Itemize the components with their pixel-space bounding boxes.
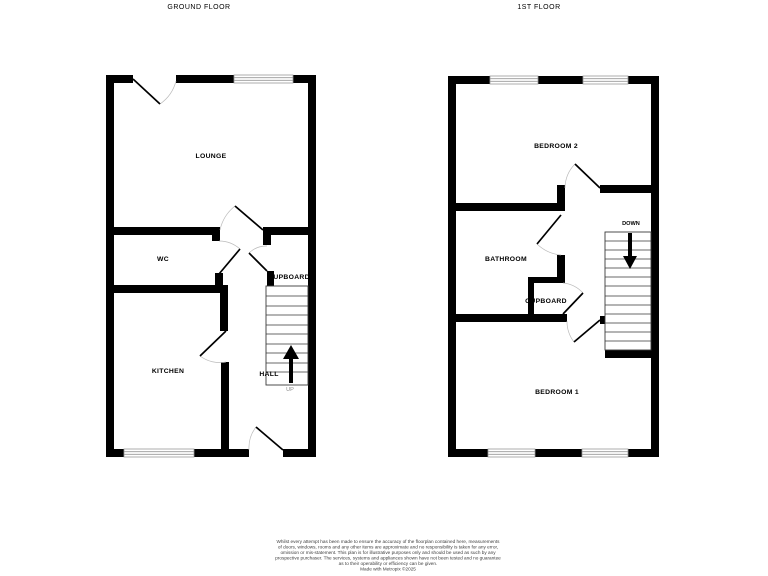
disclaimer-line: omission or mis-statement. This plan is for illustrative purposes only and should be used as such by any (280, 550, 496, 555)
first-floor-top-window-left (490, 76, 538, 84)
ground-cupboard-door (249, 246, 267, 271)
room-label-hall: HALL (259, 371, 279, 378)
disclaimer (275, 539, 501, 572)
bedroom2-door (565, 164, 600, 188)
room-label-first-cupboard: CUPBOARD (525, 298, 567, 305)
stairs-down-label: DOWN (622, 221, 640, 227)
room-label-wc: WC (157, 256, 169, 263)
bedroom1-door (567, 320, 600, 342)
ground-floor-plan (106, 4, 316, 457)
room-label-bedroom2: BEDROOM 2 (534, 143, 578, 150)
lounge-door (220, 206, 263, 230)
ground-floor-kitchen-window (124, 449, 194, 457)
first-floor-stairs (605, 232, 651, 350)
ground-floor-doors (133, 79, 283, 450)
room-label-ground-cupboard: CUPBOARD (268, 274, 310, 281)
ground-floor-top-window (234, 75, 293, 83)
room-label-kitchen: KITCHEN (151, 368, 185, 375)
disclaimer-line: as to their operability or efficiency can be given. (338, 561, 438, 566)
first-floor-plan (448, 4, 659, 457)
disclaimer-line: of doors, windows, rooms and any other items are approximate and no responsibility is taken for any error, (277, 544, 499, 550)
first-floor-bottom-window-right (582, 449, 628, 457)
bathroom-door (537, 215, 561, 255)
room-label-bathroom: BATHROOM (485, 256, 527, 263)
front-entrance-door-top (133, 79, 176, 104)
kitchen-door (200, 331, 226, 363)
ground-floor-walls (106, 75, 316, 457)
room-label-lounge: LOUNGE (195, 153, 227, 160)
rear-entrance-door-bottom (249, 427, 283, 450)
metropix-credit: Made with Metropix ©2025 (360, 566, 416, 572)
first-floor-title: 1ST FLOOR (517, 4, 561, 11)
first-floor-top-window-right (583, 76, 628, 84)
wc-door (219, 241, 240, 274)
room-label-bedroom1: BEDROOM 1 (535, 389, 579, 396)
disclaimer-line: Whilst every attempt has been made to ensure the accuracy of the floorplan contained here, measurements (276, 539, 500, 544)
stairs-up-label: UP (286, 387, 294, 393)
first-floor-bottom-window-left (488, 449, 535, 457)
ground-floor-title: GROUND FLOOR (167, 4, 231, 11)
disclaimer-line: prospective purchaser. The services, systems and appliances shown have not been tested and no guarantee (275, 555, 501, 561)
